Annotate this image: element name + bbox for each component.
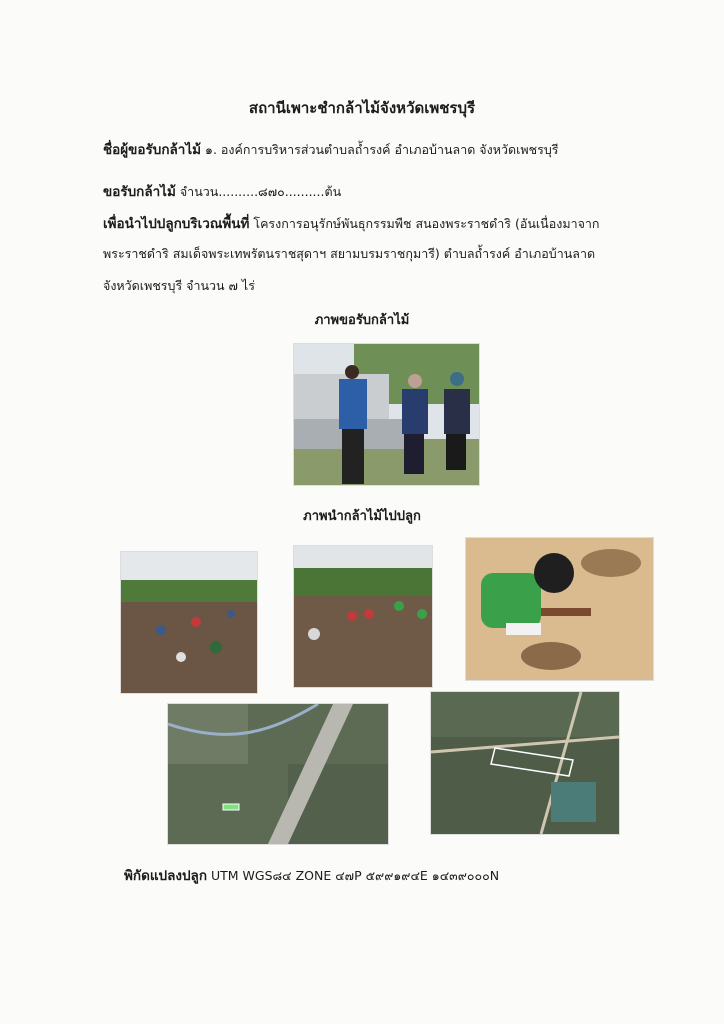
quantity-line	[103, 180, 341, 202]
photo-planting-field-2	[293, 545, 433, 688]
requester-line	[103, 138, 558, 160]
requester-value: ๑. องค์การบริหารส่วนตำบลถ้ำรงค์ อำเภอบ้านลาด จังหวัดเพชรบุรี	[205, 142, 559, 157]
coordinates-label: พิกัดแปลงปลูก	[124, 868, 207, 884]
page-title: สถานีเพาะชำกล้าไม้จังหวัดเพชรบุรี	[248, 99, 476, 117]
caption-planting: ภาพนำกล้าไม้ไปปลูก	[303, 509, 421, 524]
purpose-line-3: จังหวัดเพชรบุรี จำนวน ๗ ไร่	[103, 278, 255, 293]
caption-receive: ภาพขอรับกล้าไม้	[314, 313, 410, 328]
quantity-value: ๘๗๐	[258, 184, 285, 199]
quantity-prefix: จำนวน	[179, 184, 219, 199]
quantity-dots-after: ..........	[284, 184, 325, 199]
purpose-line-1	[103, 212, 600, 234]
purpose-text-1: โครงการอนุรักษ์พันธุกรรมพืช สนองพระราชดำริ (อันเนื่องมาจาก	[253, 216, 600, 231]
photo-planting-closeup	[465, 537, 654, 681]
quantity-dots-before: ..........	[218, 184, 259, 199]
satellite-map-1	[167, 703, 389, 845]
coordinates-line	[124, 864, 499, 886]
photo-receiving-seedlings	[293, 343, 480, 486]
purpose-label: เพื่อนำไปปลูกบริเวณพื้นที่	[103, 216, 250, 232]
purpose-line-2: พระราชดำริ สมเด็จพระเทพรัตนราชสุดาฯ สยามบรมราชกุมารี) ตำบลถ้ำรงค์ อำเภอบ้านลาด	[103, 246, 596, 261]
coordinates-value: UTM WGS๘๔ ZONE ๔๗P ๕๙๙๑๙๔E ๑๔๓๙๐๐๐N	[210, 868, 500, 883]
satellite-map-2	[430, 691, 620, 835]
requester-label: ชื่อผู้ขอรับกล้าไม้	[103, 142, 202, 158]
quantity-unit: ต้น	[324, 184, 342, 199]
quantity-label: ขอรับกล้าไม้	[103, 184, 176, 200]
photo-planting-field-1	[120, 551, 258, 694]
